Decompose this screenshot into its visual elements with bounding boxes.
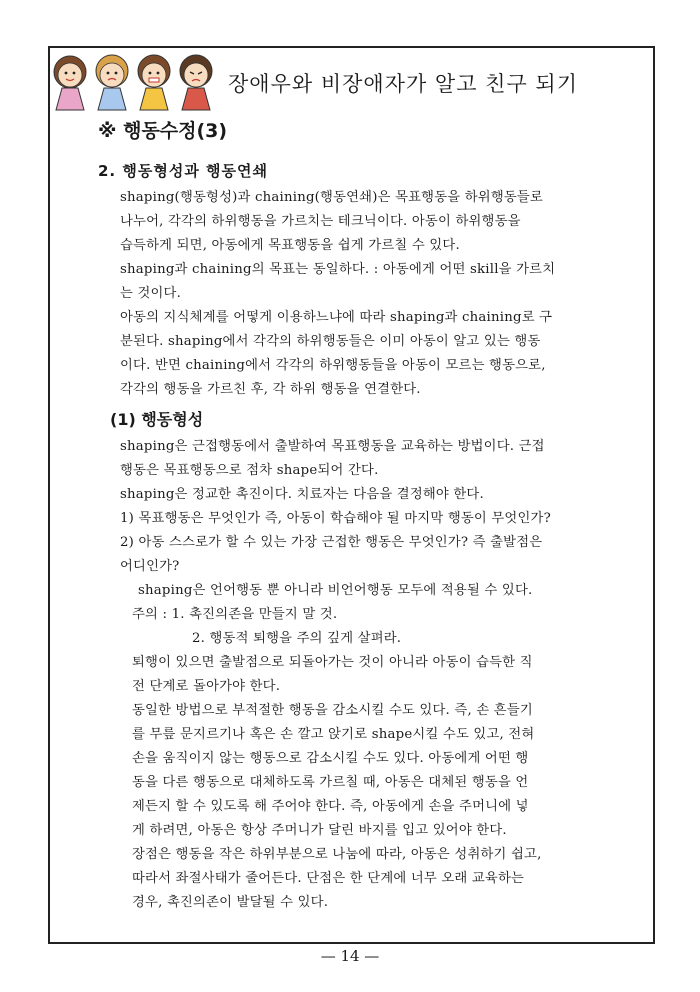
shaping-line: 제든지 할 수 있도록 해 주어야 한다. 즉, 아동에게 손을 주머니에 넣	[132, 799, 529, 814]
shaping-line: shaping은 언어행동 뿐 아니라 비언어행동 모두에 적용될 수 있다.	[138, 583, 533, 598]
children-illustration	[50, 50, 218, 112]
header-title: 장애우와 비장애자가 알고 친구 되기	[228, 72, 578, 96]
child-figure-1	[54, 56, 86, 110]
child-figure-2	[96, 55, 128, 110]
header-rule	[194, 46, 655, 48]
intro-line: 분된다. shaping에서 각각의 하위행동들은 이미 아동이 알고 있는 행동	[120, 334, 541, 349]
shaping-line: shaping은 정교한 촉진이다. 치료자는 다음을 결정해야 한다.	[120, 487, 484, 502]
intro-line: 이다. 반면 chaining에서 각각의 하위행동들을 아동이 모르는 행동으로,	[120, 358, 546, 373]
shaping-line: 동일한 방법으로 부적절한 행동을 감소시킬 수도 있다. 즉, 손 흔들기	[132, 703, 533, 718]
shaping-line: 행동은 목표행동으로 점차 shape되어 간다.	[120, 463, 379, 478]
intro-line: 나누어, 각각의 하위행동을 가르치는 테크닉이다. 아동이 하위행동을	[120, 214, 521, 229]
shaping-line: 1) 목표행동은 무엇인가 즉, 아동이 학습해야 될 마지막 행동이 무엇인가?	[120, 511, 551, 526]
caution-line-1: 주의 : 1. 촉진의존을 만들지 말 것.	[132, 607, 338, 622]
section-title: ※ 행동수정(3)	[98, 120, 228, 142]
shaping-line: 게 하려면, 아동은 항상 주머니가 달린 바지를 입고 있어야 한다.	[132, 823, 507, 838]
heading-behavior-shaping-chaining: 2. 행동형성과 행동연쇄	[98, 162, 268, 180]
shaping-line: 어디인가?	[120, 559, 180, 574]
shaping-line: 장점은 행동을 작은 하위부분으로 나눔에 따라, 아동은 성취하기 쉽고,	[132, 847, 542, 862]
shaping-line: 를 무릎 문지르기나 혹은 손 깔고 앉기로 shape시킬 수도 있고, 전혀	[132, 727, 535, 742]
shaping-line: 따라서 좌절사태가 줄어든다. 단점은 한 단계에 너무 오래 교육하는	[132, 871, 525, 886]
shaping-line: 손을 움직이지 않는 행동으로 감소시킬 수도 있다. 아동에게 어떤 행	[132, 751, 529, 766]
shaping-line: 동을 다른 행동으로 대체하도록 가르칠 때, 아동은 대체된 행동을 언	[132, 775, 529, 790]
shaping-line: 2) 아동 스스로가 할 수 있는 가장 근접한 행동은 무엇인가? 즉 출발점은	[120, 535, 543, 550]
child-figure-3	[138, 55, 170, 110]
intro-line: shaping(행동형성)과 chaining(행동연쇄)은 목표행동을 하위행동들로	[120, 190, 544, 205]
intro-line: 습득하게 되면, 아동에게 목표행동을 쉽게 가르칠 수 있다.	[120, 238, 460, 253]
intro-line: 는 것이다.	[120, 286, 182, 301]
page-number: — 14 —	[320, 947, 380, 965]
shaping-line: 전 단계로 돌아가야 한다.	[132, 679, 281, 694]
caution-line-2: 2. 행동적 퇴행을 주의 깊게 살펴라.	[192, 631, 402, 646]
intro-line: 각각의 행동을 가르친 후, 각 하위 행동을 연결한다.	[120, 382, 421, 397]
subheading-shaping: (1) 행동형성	[110, 410, 204, 429]
child-figure-4	[180, 55, 212, 110]
shaping-line: 경우, 촉진의존이 발달될 수 있다.	[132, 895, 329, 910]
intro-line: 아동의 지식체계를 어떻게 이용하느냐에 따라 shaping과 chaining로 구	[120, 310, 553, 325]
shaping-line: 퇴행이 있으면 출발점으로 되돌아가는 것이 아니라 아동이 습득한 직	[132, 655, 533, 670]
intro-line: shaping과 chaining의 목표는 동일하다. : 아동에게 어떤 skill을 가르치	[120, 262, 556, 277]
shaping-line: shaping은 근접행동에서 출발하여 목표행동을 교육하는 방법이다. 근접	[120, 439, 545, 454]
